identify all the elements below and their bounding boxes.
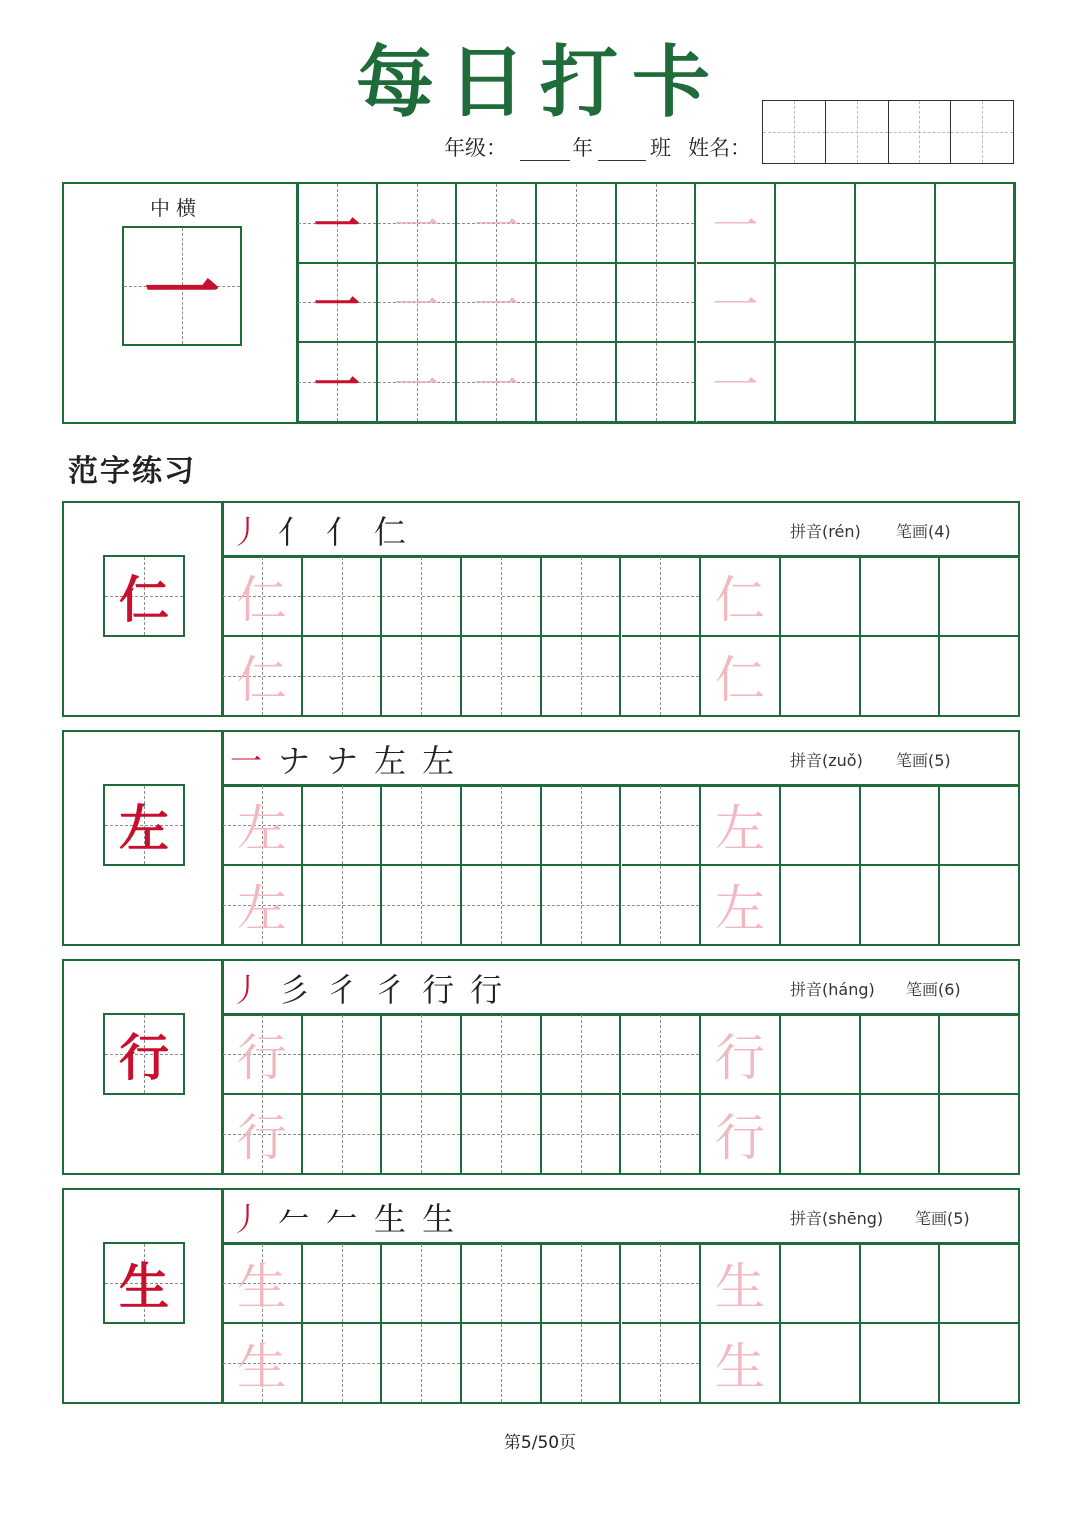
practice-cell[interactable] [542, 1244, 622, 1324]
section-title: 范字练习 [68, 454, 196, 489]
practice-cell[interactable] [856, 184, 936, 264]
practice-cell[interactable] [701, 1244, 781, 1324]
practice-cell[interactable] [537, 184, 617, 264]
trace-char-dark: 一 [313, 198, 360, 253]
practice-cell[interactable] [303, 1015, 383, 1095]
stroke-step: 亻 [278, 513, 311, 551]
practice-cell[interactable] [303, 1244, 383, 1324]
practice-cell[interactable] [781, 1324, 861, 1404]
practice-cell[interactable] [781, 637, 861, 717]
practice-cell[interactable] [701, 866, 781, 946]
practice-cell[interactable] [303, 786, 383, 866]
practice-cell[interactable] [701, 1095, 781, 1175]
practice-cell[interactable] [223, 557, 303, 637]
practice-cell[interactable] [622, 866, 702, 946]
trace-char-light: 生 [236, 1257, 287, 1316]
practice-cell[interactable] [622, 637, 702, 717]
practice-cell[interactable] [940, 1015, 1020, 1095]
stroke-model-box [122, 226, 242, 346]
practice-cell[interactable] [861, 1244, 941, 1324]
practice-cell[interactable] [303, 637, 383, 717]
stroke-model-char: 一 [144, 247, 220, 337]
practice-cell[interactable] [303, 1324, 383, 1404]
trace-char-light: 一 [473, 278, 520, 333]
model-char-box [103, 784, 185, 866]
model-char-box [103, 1242, 185, 1324]
grade-label: 年级： [444, 136, 507, 160]
name-input-grid[interactable] [762, 100, 1014, 164]
model-char: 左 [119, 799, 169, 858]
stroke-step: 亻 [326, 513, 359, 551]
practice-cell[interactable] [940, 637, 1020, 717]
stroke-step: 生 [374, 1200, 407, 1238]
practice-cell[interactable] [382, 1015, 462, 1095]
stroke-name-label: 中横 [150, 196, 202, 220]
stroke-count-label: 笔画(5) [915, 1209, 970, 1228]
practice-cell[interactable] [542, 557, 622, 637]
practice-cell[interactable] [701, 1324, 781, 1404]
practice-cell[interactable] [457, 343, 537, 423]
practice-cell[interactable] [223, 786, 303, 866]
trace-char-light: 仁 [715, 570, 766, 629]
practice-cell[interactable] [223, 866, 303, 946]
practice-cell[interactable] [223, 1324, 303, 1404]
practice-cell[interactable] [542, 1324, 622, 1404]
practice-cell[interactable] [462, 1095, 542, 1175]
practice-cell[interactable] [936, 184, 1016, 264]
stroke-step: 彳 [374, 971, 407, 1009]
name-box[interactable] [951, 101, 1013, 163]
practice-cell[interactable] [781, 786, 861, 866]
practice-cell[interactable] [462, 637, 542, 717]
practice-cell[interactable] [462, 1015, 542, 1095]
practice-cell[interactable] [697, 184, 777, 264]
practice-cell[interactable] [542, 1095, 622, 1175]
trace-char-light: 生 [236, 1337, 287, 1396]
practice-cell[interactable] [382, 1244, 462, 1324]
practice-cell[interactable] [856, 343, 936, 423]
practice-cell[interactable] [462, 1324, 542, 1404]
practice-cell[interactable] [457, 264, 537, 344]
page-title: 每日打卡 [355, 37, 724, 128]
stroke-step: 丿 [230, 971, 263, 1009]
practice-cell[interactable] [622, 786, 702, 866]
practice-cell[interactable] [378, 264, 458, 344]
trace-char-light: 一 [393, 198, 440, 253]
practice-cell[interactable] [462, 557, 542, 637]
practice-cell[interactable] [462, 786, 542, 866]
trace-char-light: 行 [715, 1108, 766, 1167]
practice-cell[interactable] [701, 786, 781, 866]
stroke-step: 丿 [230, 513, 263, 551]
practice-cell[interactable] [856, 264, 936, 344]
practice-cell[interactable] [223, 1244, 303, 1324]
practice-cell[interactable] [378, 343, 458, 423]
trace-char-light: 一 [712, 278, 759, 333]
name-box[interactable] [763, 101, 826, 163]
practice-cell[interactable] [303, 866, 383, 946]
practice-cell[interactable] [781, 1244, 861, 1324]
practice-cell[interactable] [617, 184, 697, 264]
trace-char-light: 行 [715, 1028, 766, 1087]
practice-cell[interactable] [940, 557, 1020, 637]
stroke-step: 彳 [326, 971, 359, 1009]
practice-cell[interactable] [861, 637, 941, 717]
stroke-step: ナ [278, 742, 311, 780]
trace-char-light: 一 [712, 357, 759, 412]
practice-cell[interactable] [382, 866, 462, 946]
practice-cell[interactable] [298, 343, 378, 423]
practice-cell[interactable] [697, 264, 777, 344]
practice-cell[interactable] [622, 1324, 702, 1404]
practice-cell[interactable] [462, 866, 542, 946]
stroke-count-label: 笔画(5) [896, 751, 951, 770]
trace-char-light: 一 [473, 198, 520, 253]
practice-cell[interactable] [537, 343, 617, 423]
practice-cell[interactable] [940, 866, 1020, 946]
pinyin-label: 拼音(zuǒ) [790, 751, 863, 770]
stroke-step: ナ [326, 742, 359, 780]
practice-cell[interactable] [298, 184, 378, 264]
practice-cell[interactable] [303, 1095, 383, 1175]
trace-char-light: 行 [236, 1028, 287, 1087]
practice-cell[interactable] [457, 184, 537, 264]
trace-char-light: 左 [715, 879, 766, 938]
stroke-count-label: 笔画(4) [896, 522, 951, 541]
trace-char-dark: 一 [313, 278, 360, 333]
trace-char-light: 生 [715, 1337, 766, 1396]
practice-cell[interactable] [537, 264, 617, 344]
trace-char-dark: 一 [313, 357, 360, 412]
model-char: 生 [119, 1257, 169, 1316]
class-label: 班 [650, 136, 671, 160]
practice-cell[interactable] [223, 1015, 303, 1095]
practice-cell[interactable] [781, 557, 861, 637]
practice-cell[interactable] [622, 1095, 702, 1175]
practice-cell[interactable] [382, 1324, 462, 1404]
practice-cell[interactable] [378, 184, 458, 264]
year-label: 年 [572, 136, 593, 160]
stroke-step: 行 [470, 971, 503, 1009]
practice-cell[interactable] [542, 786, 622, 866]
practice-cell[interactable] [940, 1244, 1020, 1324]
pinyin-label: 拼音(shēng) [790, 1209, 884, 1228]
practice-cell[interactable] [776, 184, 856, 264]
practice-cell[interactable] [622, 1244, 702, 1324]
trace-char-light: 左 [236, 799, 287, 858]
trace-char-light: 生 [715, 1257, 766, 1316]
practice-cell[interactable] [781, 866, 861, 946]
model-char-box [103, 555, 185, 637]
trace-char-light: 仁 [236, 570, 287, 629]
practice-cell[interactable] [382, 786, 462, 866]
practice-cell[interactable] [861, 786, 941, 866]
practice-cell[interactable] [622, 557, 702, 637]
practice-cell[interactable] [781, 1095, 861, 1175]
pinyin-label: 拼音(rén) [790, 522, 861, 541]
page-number: 第5/50页 [503, 1433, 577, 1453]
stroke-step: 仁 [374, 513, 407, 551]
trace-char-light: 一 [473, 357, 520, 412]
pinyin-label: 拼音(háng) [790, 980, 875, 999]
trace-char-light: 一 [712, 198, 759, 253]
practice-cell[interactable] [223, 637, 303, 717]
practice-cell[interactable] [382, 1095, 462, 1175]
practice-cell[interactable] [303, 557, 383, 637]
trace-char-light: 一 [393, 357, 440, 412]
name-box[interactable] [889, 101, 952, 163]
practice-cell[interactable] [382, 557, 462, 637]
practice-cell[interactable] [622, 1015, 702, 1095]
class-field[interactable] [598, 140, 646, 161]
practice-cell[interactable] [940, 1324, 1020, 1404]
practice-cell[interactable] [542, 1015, 622, 1095]
practice-cell[interactable] [701, 1015, 781, 1095]
practice-cell[interactable] [861, 1324, 941, 1404]
trace-char-light: 左 [715, 799, 766, 858]
stroke-step: 彡 [278, 971, 311, 1009]
trace-char-light: 仁 [236, 650, 287, 709]
trace-char-light: 仁 [715, 650, 766, 709]
name-label: 姓名： [688, 136, 751, 160]
stroke-step: 左 [422, 742, 455, 780]
practice-cell[interactable] [617, 343, 697, 423]
trace-char-light: 左 [236, 879, 287, 938]
practice-cell[interactable] [298, 264, 378, 344]
stroke-step: 生 [422, 1200, 455, 1238]
stroke-step: 左 [374, 742, 407, 780]
practice-cell[interactable] [940, 786, 1020, 866]
practice-cell[interactable] [861, 1095, 941, 1175]
practice-cell[interactable] [701, 557, 781, 637]
model-char-box [103, 1013, 185, 1095]
practice-cell[interactable] [781, 1015, 861, 1095]
practice-cell[interactable] [697, 343, 777, 423]
grade-year-field[interactable] [520, 140, 570, 161]
practice-cell[interactable] [861, 1015, 941, 1095]
practice-cell[interactable] [776, 264, 856, 344]
stroke-step: 行 [422, 971, 455, 1009]
practice-cell[interactable] [940, 1095, 1020, 1175]
name-box[interactable] [826, 101, 889, 163]
practice-cell[interactable] [542, 866, 622, 946]
model-char: 仁 [119, 570, 169, 629]
practice-cell[interactable] [223, 1095, 303, 1175]
practice-cell[interactable] [701, 637, 781, 717]
stroke-step: 𠂉 [326, 1200, 359, 1238]
trace-char-light: 一 [393, 278, 440, 333]
practice-cell[interactable] [617, 264, 697, 344]
practice-cell[interactable] [382, 637, 462, 717]
practice-cell[interactable] [861, 557, 941, 637]
stroke-count-label: 笔画(6) [906, 980, 961, 999]
stroke-step: 一 [230, 742, 263, 780]
stroke-step: 丿 [230, 1200, 263, 1238]
practice-cell[interactable] [542, 637, 622, 717]
practice-cell[interactable] [861, 866, 941, 946]
model-char: 行 [119, 1028, 169, 1087]
trace-char-light: 行 [236, 1108, 287, 1167]
practice-cell[interactable] [462, 1244, 542, 1324]
practice-cell[interactable] [936, 343, 1016, 423]
stroke-step: 𠂉 [278, 1200, 311, 1238]
practice-cell[interactable] [936, 264, 1016, 344]
practice-cell[interactable] [776, 343, 856, 423]
